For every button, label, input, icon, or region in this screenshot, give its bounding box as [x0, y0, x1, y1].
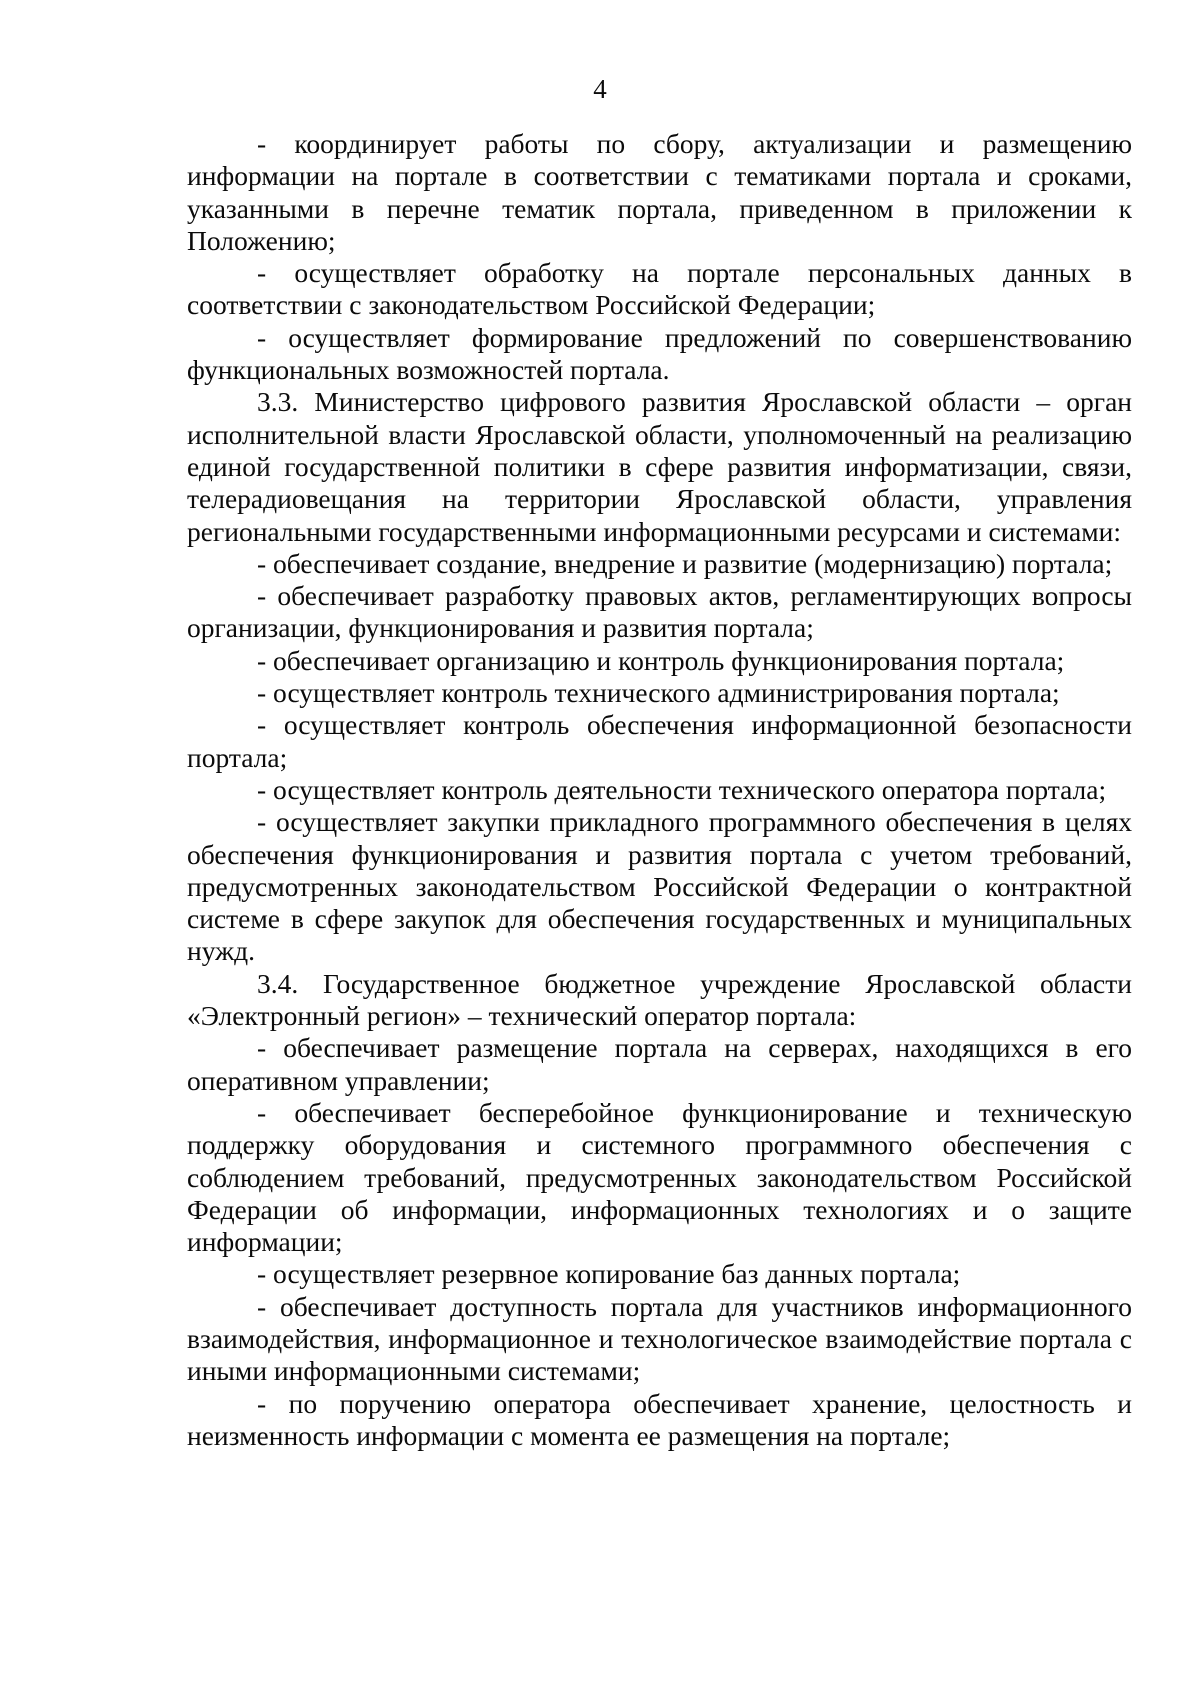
bullet-organization-control: - обеспечивает организацию и контроль функционирования портала;	[257, 644, 1065, 676]
bullet-portal-development: - обеспечивает создание, внедрение и развитие (модернизацию) портала;	[257, 547, 1113, 579]
bullet-information-integrity: - по поручению оператора обеспечивает хранение, целостность и неизменность информации с момента ее размещения на портале;	[187, 1387, 1132, 1451]
bullet-database-backup: - осуществляет резервное копирование баз данных портала;	[257, 1258, 961, 1290]
bullet-coordinates-work: - координирует работы по сбору, актуализации и размещению информации на портале в соответствии с тематиками портала и сроками, указанными в перечне тематик портала, приведенном в приложении к Положению;	[187, 128, 1132, 256]
page-number: 4	[593, 74, 607, 104]
bullet-software-procurement: - осуществляет закупки прикладного программного обеспечения в целях обеспечения функционирования и развития портала с учетом требований, предусмотренных законодательством Российской Федерации о контрактной системе в сфере закупок для обеспечения государственных и муниципальных нужд.	[187, 806, 1132, 967]
bullet-operator-control: - осуществляет контроль деятельности технического оператора портала;	[257, 773, 1107, 805]
section-3-4-technical-operator: 3.4. Государственное бюджетное учреждение Ярославской области «Электронный регион» – технический оператор портала:	[187, 967, 1132, 1032]
document-body	[187, 128, 1132, 1452]
bullet-uninterrupted-operation: - обеспечивает бесперебойное функционирование и техническую поддержку оборудования и системного программного обеспечения с соблюдением требований, предусмотренных законодательством Российской Федерации об информации, информационных технологиях и о защите информации;	[187, 1096, 1132, 1258]
bullet-portal-availability: - обеспечивает доступность портала для участников информационного взаимодействия, информационное и технологическое взаимодействие портала с иными информационными системами;	[187, 1290, 1132, 1387]
bullet-personal-data-processing: - осуществляет обработку на портале персональных данных в соответствии с законодательством Российской Федерации;	[187, 257, 1132, 321]
bullet-technical-administration: - осуществляет контроль технического администрирования портала;	[257, 677, 1060, 709]
bullet-server-hosting: - обеспечивает размещение портала на серверах, находящихся в его оперативном управлении;	[187, 1032, 1132, 1096]
bullet-information-security: - осуществляет контроль обеспечения информационной безопасности портала;	[187, 709, 1132, 773]
section-3-3-ministry: 3.3. Министерство цифрового развития Ярославской области – орган исполнительной власти Ярославской области, уполномоченный на реализацию единой государственной политики в сфере развития информатизации, связи, телерадиовещания на территории Ярославской области, управления региональными государственными информационными ресурсами и системами:	[187, 386, 1132, 547]
bullet-improvement-proposals: - осуществляет формирование предложений по совершенствованию функциональных возможностей портала.	[187, 321, 1132, 386]
bullet-legal-acts: - обеспечивает разработку правовых актов, регламентирующих вопросы организации, функционирования и развития портала;	[187, 580, 1132, 644]
